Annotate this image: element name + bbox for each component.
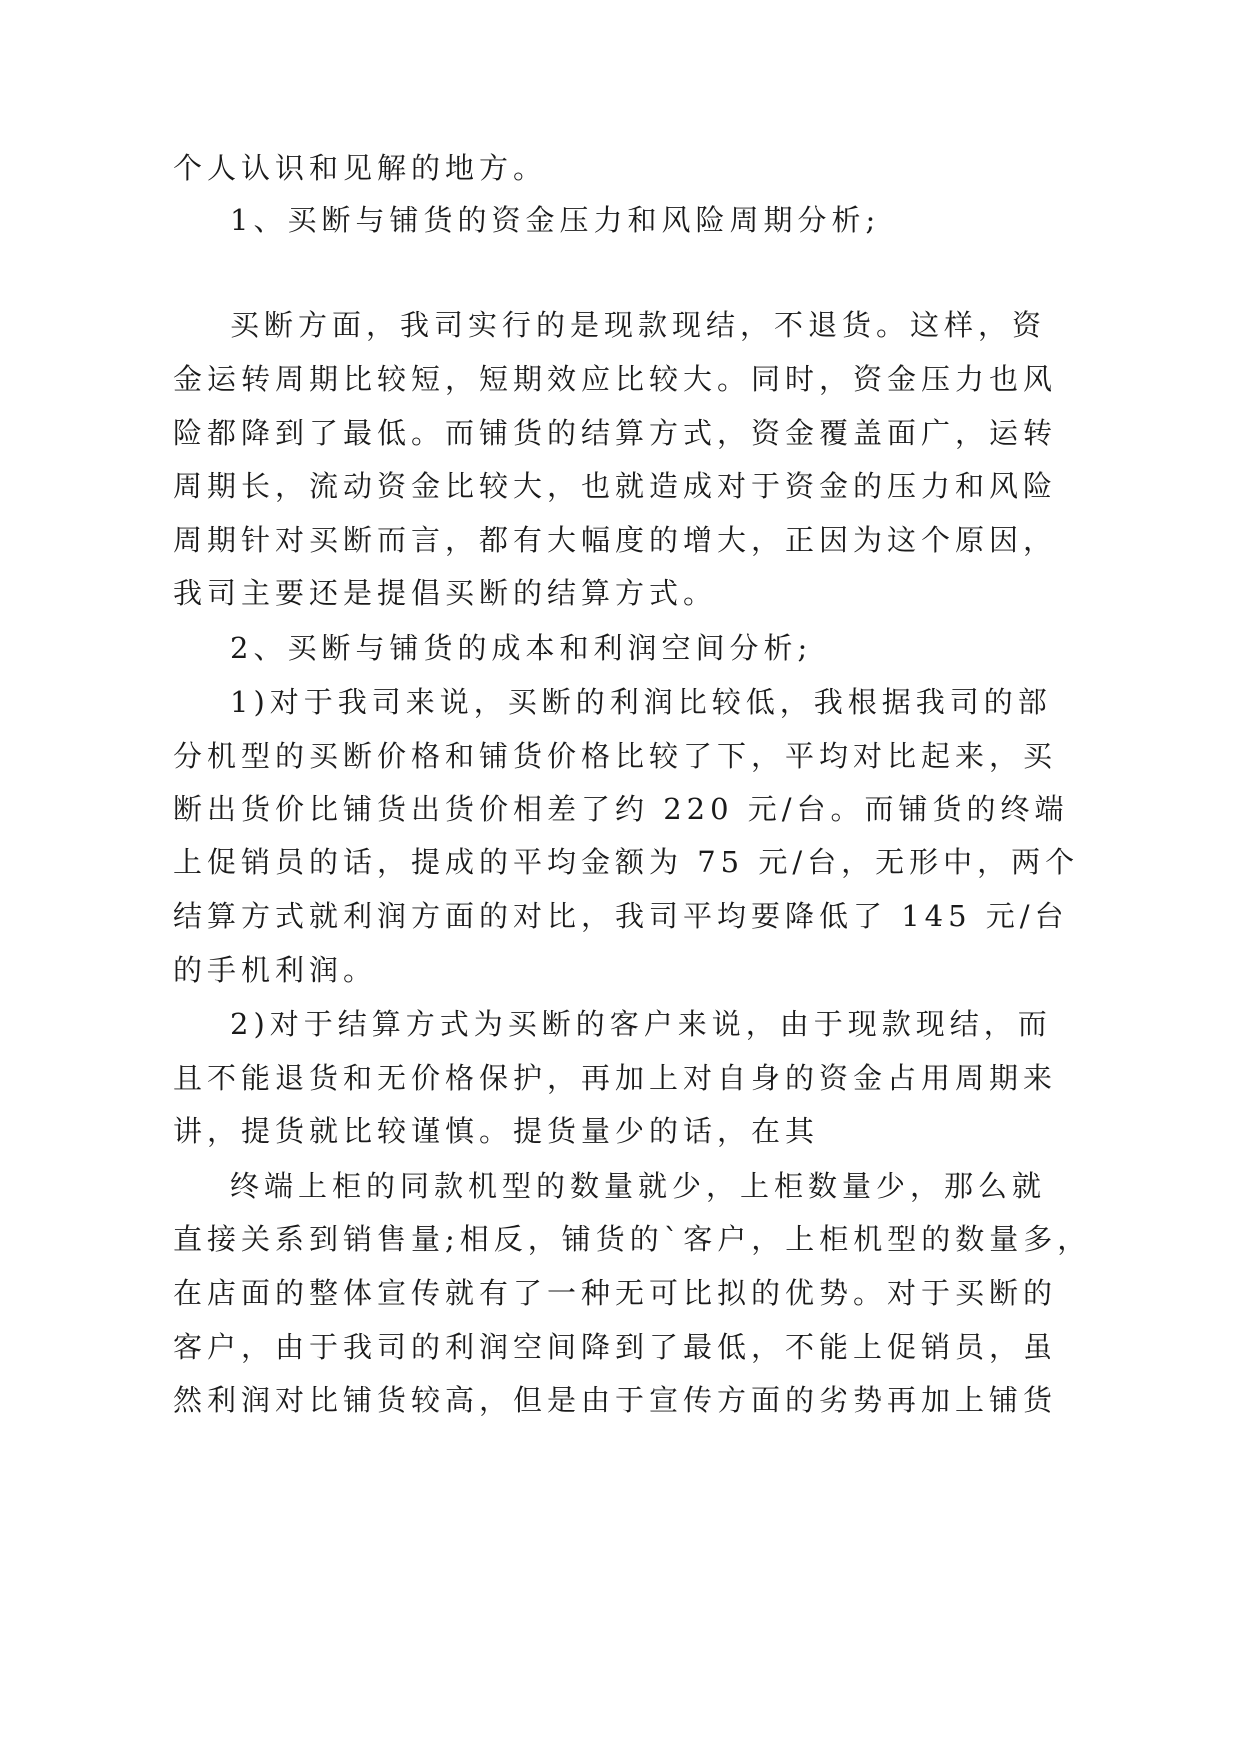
text-line: 2)对于结算方式为买断的客户来说，由于现款现结，而	[230, 1007, 1052, 1041]
text-line: 险都降到了最低。而铺货的结算方式，资金覆盖面广，运转	[173, 416, 1058, 450]
text-line: 我司主要还是提倡买断的结算方式。	[173, 576, 718, 610]
text-line: 上促销员的话，提成的平均金额为 75 元/台，无形中，两个	[173, 845, 1080, 879]
text-line: 且不能退货和无价格保护，再加上对自身的资金占用周期来	[173, 1061, 1058, 1095]
text-line: 个人认识和见解的地方。	[173, 151, 548, 185]
text-line: 讲，提货就比较谨慎。提货量少的话，在其	[173, 1114, 820, 1148]
text-line: 然利润对比铺货较高，但是由于宣传方面的劣势再加上铺货	[173, 1383, 1058, 1417]
text-line: 断出货价比铺货出货价相差了约 220 元/台。而铺货的终端	[173, 792, 1069, 826]
text-line: 客户，由于我司的利润空间降到了最低，不能上促销员，虽	[173, 1330, 1058, 1364]
text-line: 买断方面，我司实行的是现款现结，不退货。这样，资	[230, 308, 1047, 342]
text-line: 结算方式就利润方面的对比，我司平均要降低了 145 元/台	[173, 899, 1069, 933]
text-line: 的手机利润。	[173, 953, 378, 987]
section-heading: 2、买断与铺货的成本和利润空间分析;	[230, 631, 813, 665]
text-line: 周期长，流动资金比较大，也就造成对于资金的压力和风险	[173, 469, 1058, 503]
text-line: 1)对于我司来说，买断的利润比较低，我根据我司的部	[230, 685, 1052, 719]
text-line: 金运转周期比较短，短期效应比较大。同时，资金压力也风	[173, 362, 1058, 396]
text-line: 分机型的买断价格和铺货价格比较了下，平均对比起来，买	[173, 739, 1058, 773]
text-line: 在店面的整体宣传就有了一种无可比拟的优势。对于买断的	[173, 1276, 1058, 1310]
text-line: 终端上柜的同款机型的数量就少，上柜数量少，那么就	[230, 1169, 1047, 1203]
text-line: 周期针对买断而言，都有大幅度的增大，正因为这个原因，	[173, 523, 1058, 557]
section-heading: 1、买断与铺货的资金压力和风险周期分析;	[230, 203, 881, 237]
text-line: 直接关系到销售量;相反，铺货的`客户，上柜机型的数量多，	[173, 1222, 1092, 1256]
